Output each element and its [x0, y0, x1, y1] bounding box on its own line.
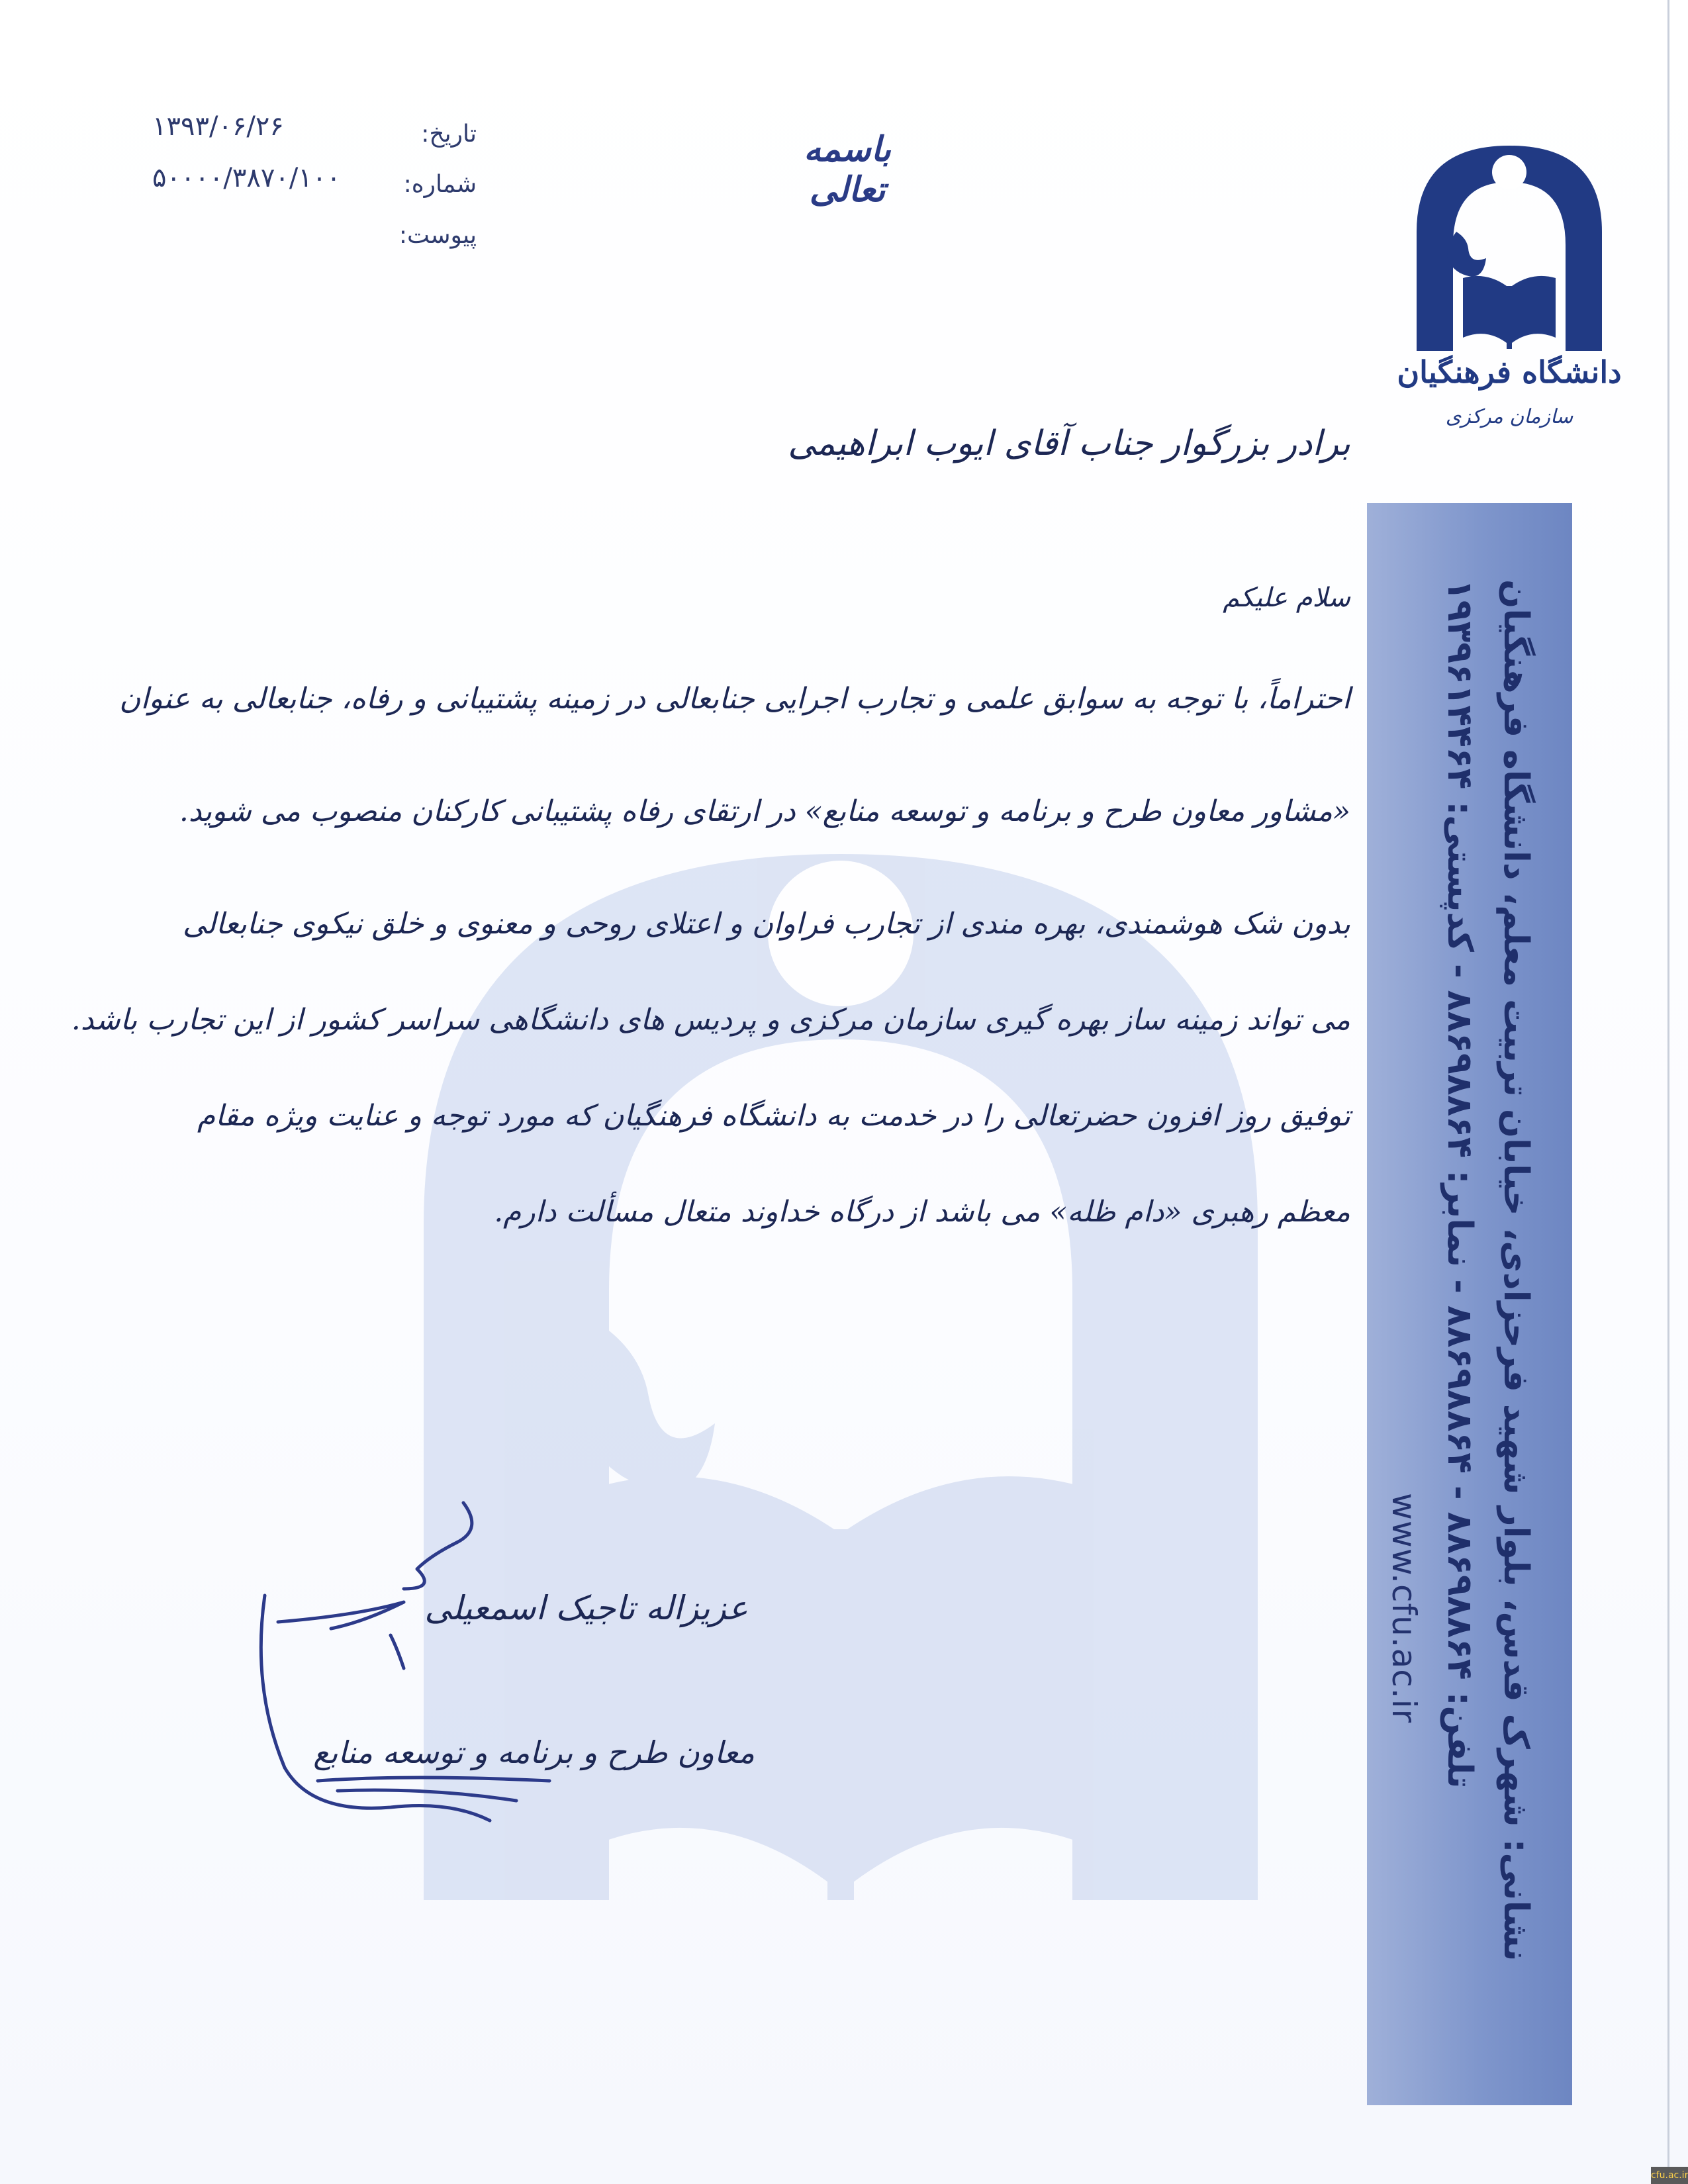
handwritten-signature — [238, 1490, 556, 1834]
date-label: تاریخ: — [421, 120, 477, 148]
org-subtitle: سازمان مرکزی — [1445, 405, 1573, 428]
body-line: بدون شک هوشمندی، بهره مندی از تجارب فراوان و اعتلای روحی و معنوی و خلق نیکوی جنابعالی — [182, 907, 1350, 941]
signatory-name: عزیزاله تاجیک اسمعیلی — [424, 1589, 748, 1627]
signatory-title: معاون طرح و برنامه و توسعه منابع — [313, 1734, 755, 1770]
body-line: «مشاور معاون طرح و برنامه و توسعه منابع» در ارتقای رفاه پشتیبانی کارکنان منصوب می شوید. — [179, 794, 1350, 828]
university-logo-icon — [1410, 132, 1609, 351]
website-text: www.cfu.ac.ir — [1385, 1493, 1423, 1724]
contact-band-text — [1370, 506, 1569, 2102]
salutation: برادر بزرگوار جناب آقای ایوب ابراهیمی — [788, 424, 1350, 463]
body-line: معظم رهبری «دام ظله» می باشد از درگاه خداوند متعال مسألت دارم. — [494, 1195, 1350, 1229]
attachment-label: پیوست: — [399, 222, 477, 249]
body-line: توفیق روز افزون حضرتعالی را در خدمت به دانشگاه فرهنگیان که مورد توجه و عنایت ویژه مقام — [197, 1099, 1350, 1133]
body-line: احتراماً، با توجه به سوابق علمی و تجارب اجرایی جنابعالی در زمینه پشتیبانی و رفاه، جنابعالی به عنوان — [119, 682, 1350, 716]
date-value: ۱۳۹۳/۰۶/۲۶ — [152, 111, 284, 142]
page-edge-rule — [1667, 0, 1669, 2184]
bismillah-heading: باسمه تعالی — [804, 129, 891, 210]
org-name: دانشگاه فرهنگیان — [1397, 354, 1622, 390]
greeting: سلام علیکم — [1223, 583, 1350, 613]
address-text: نشانی: شهرک قدس، بلوار شهید فرحزادی، خیابان تربیت معلم، دانشگاه فرهنگیان — [1496, 579, 1536, 1962]
number-value: ۵۰۰۰۰/۳۸۷۰/۱۰۰ — [152, 163, 341, 193]
contact-text: تلفن: ۸۸۶۹۸۸۶۴ - ۸۸۶۹۸۸۶۴ - نمابر: ۸۸۶۹۸۸۶۴ - کدپستی: ۱۹۳۹۶۱۴۴۶۴ — [1440, 579, 1479, 1789]
number-label: شماره: — [403, 171, 477, 198]
body-line: می تواند زمینه ساز بهره گیری سازمان مرکزی و پردیس های دانشگاهی سراسر کشور از این تجارب باشد. — [71, 1003, 1350, 1037]
corner-tag: cfu.ac.ir — [1651, 2167, 1688, 2184]
